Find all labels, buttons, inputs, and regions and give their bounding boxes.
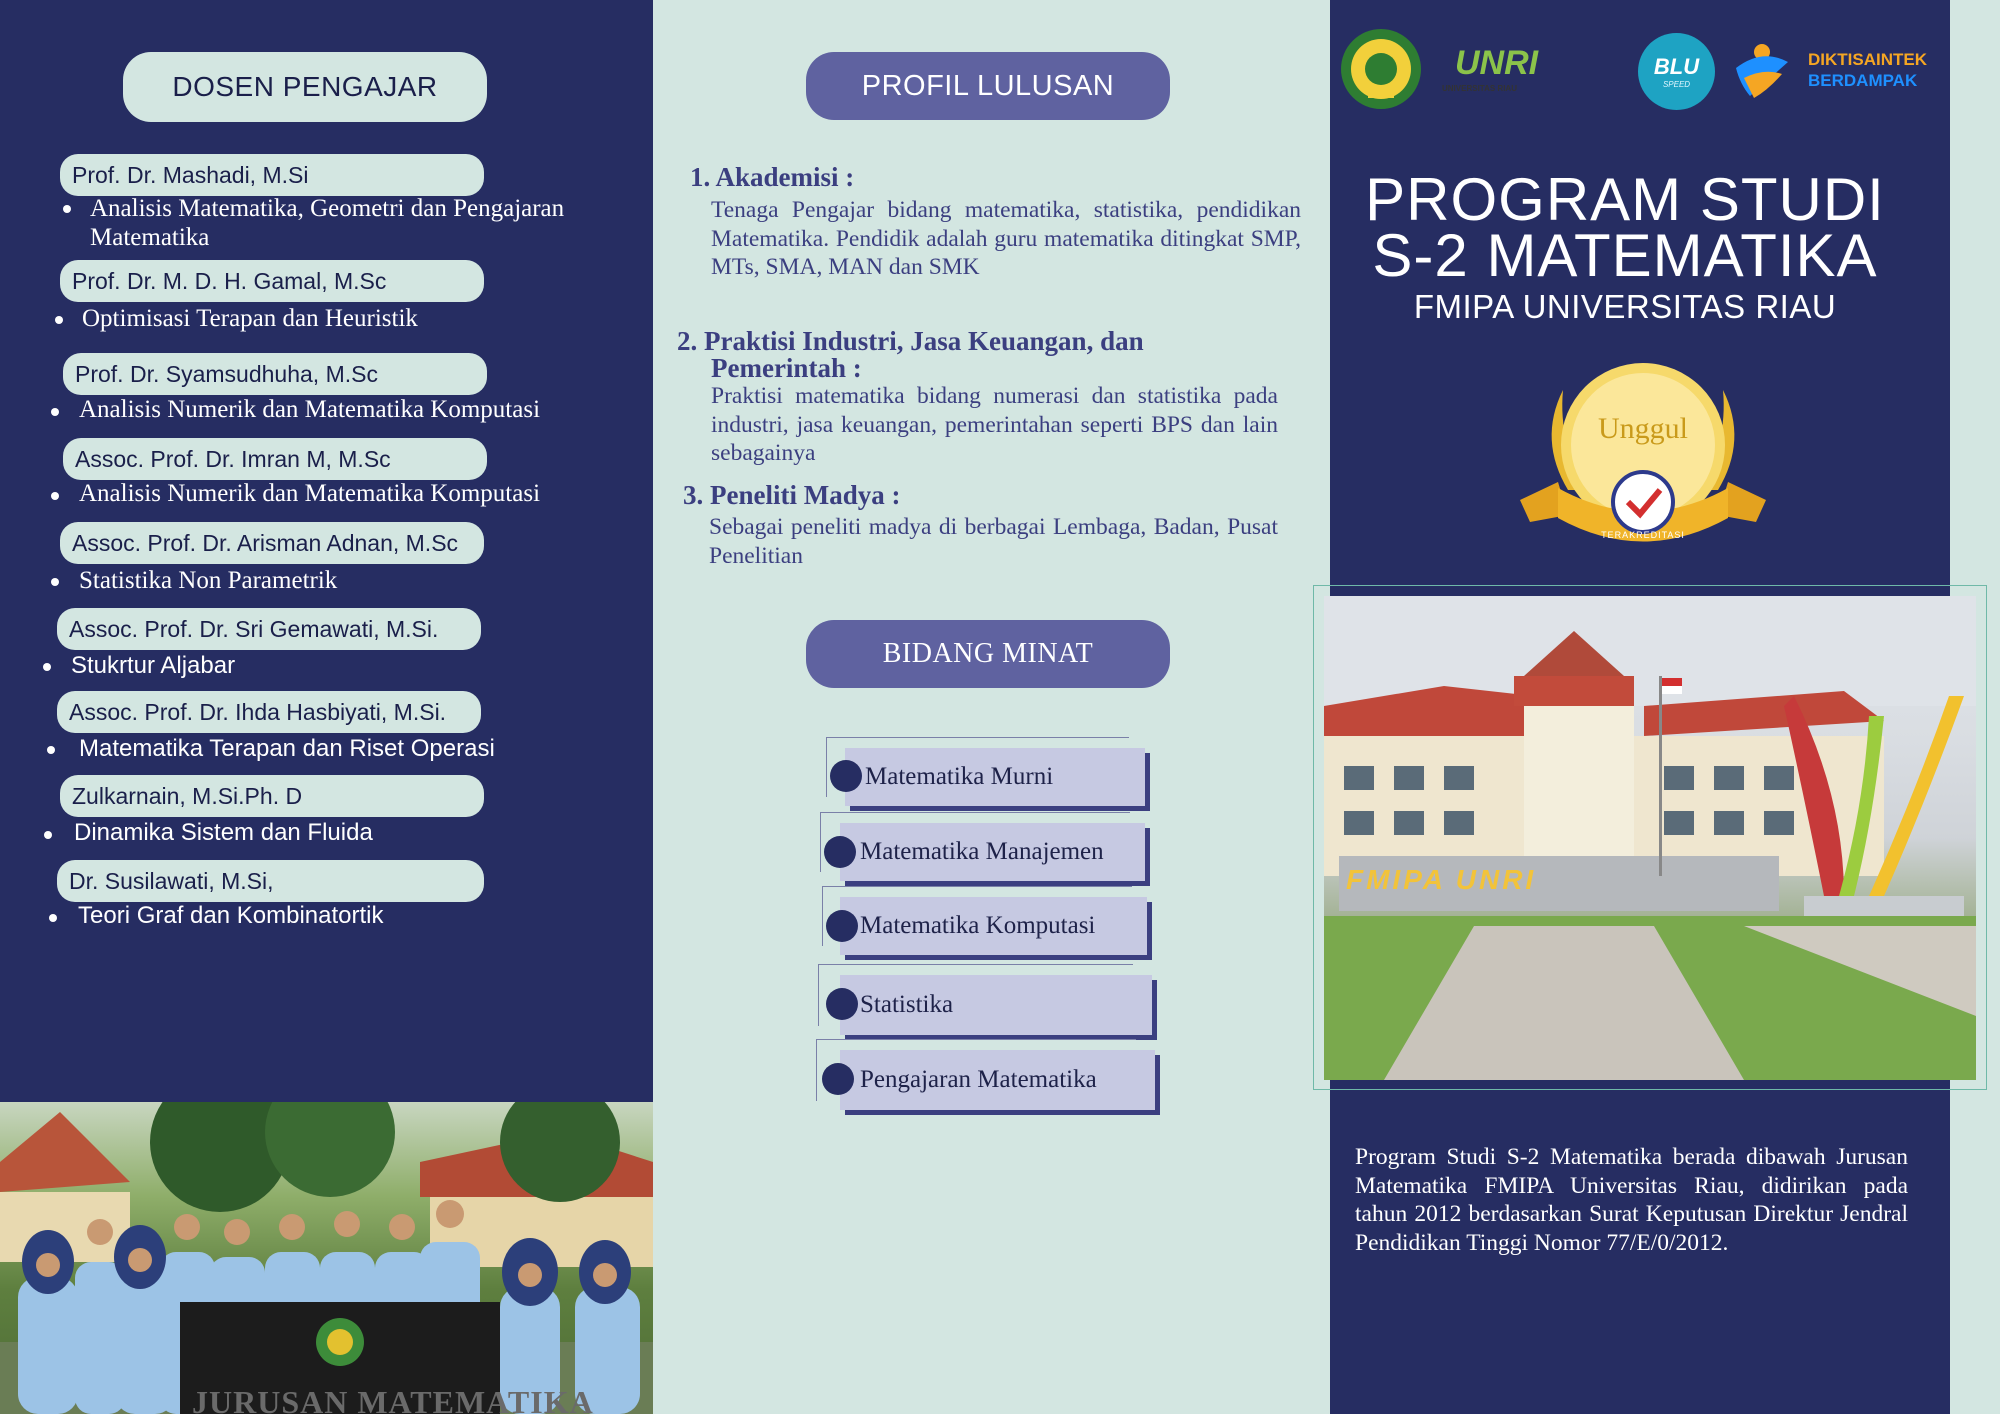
profil-heading: 1. Akademisi :: [690, 162, 855, 192]
bullet-icon: [49, 914, 57, 922]
fmipa-building-photo: [1324, 596, 1976, 1080]
bullet-icon: [51, 578, 59, 586]
minat-item: [840, 823, 1145, 881]
profil-text: Sebagai peneliti madya di berbagai Lembaga, Badan, Pusat Penelitian: [709, 514, 1278, 569]
minat-item: [840, 975, 1152, 1035]
lecturers-group-photo: [0, 1102, 653, 1414]
badge-text: Unggul: [1598, 412, 1688, 445]
profil-text: Tenaga Pengajar bidang matematika, statistika, pendidikan Matematika. Pendidik adalah guru matematika ditingkat SMP, MTs, SMA, MAN dan SMK: [711, 197, 1301, 280]
lecturer-name: Dr. Susilawati, M.Si,: [57, 860, 484, 902]
bullet-icon: [43, 663, 51, 671]
bullet-icon: [51, 408, 59, 416]
dosen-pengajar-header: DOSEN PENGAJAR: [123, 52, 487, 122]
diktisaintek-icon: [1730, 38, 1794, 102]
diktisaintek-text-2: BERDAMPAK: [1808, 71, 1918, 90]
unggul-accreditation-badge: [1518, 350, 1768, 560]
program-title: [1330, 166, 1920, 289]
lecturer-name: Assoc. Prof. Dr. Arisman Adnan, M.Sc: [60, 522, 484, 564]
minat-dot-icon: [830, 760, 862, 792]
minat-label: Statistika: [860, 991, 954, 1018]
minat-label: Matematika Komputasi: [860, 912, 1096, 939]
minat-item: [840, 1050, 1155, 1110]
title-line-1: PROGRAM STUDI: [1365, 166, 1885, 233]
lecturer-field: Statistika Non Parametrik: [79, 567, 338, 594]
minat-dot-icon: [824, 836, 856, 868]
lecturer-field: Stukrtur Aljabar: [71, 652, 236, 679]
lecturer-field: Teori Graf dan Kombinatortik: [78, 902, 384, 929]
lecturer-field: Dinamika Sistem dan Fluida: [74, 819, 373, 846]
profil-heading-cont: Pemerintah :: [711, 353, 862, 383]
sign-text: JURUSAN MATEMATIKA: [192, 1384, 594, 1414]
blu-logo: [1638, 33, 1715, 110]
bullet-icon: [55, 316, 63, 324]
minat-dot-icon: [822, 1063, 854, 1095]
minat-label: Matematika Manajemen: [860, 838, 1104, 865]
minat-label: Pengajaran Matematika: [860, 1066, 1097, 1093]
bullet-icon: [44, 831, 52, 839]
building-sign-text: FMIPA UNRI: [1346, 864, 1537, 895]
lecturer-field: Analisis Numerik dan Matematika Komputasi: [79, 396, 541, 423]
minat-label: Matematika Murni: [865, 763, 1054, 790]
diktisaintek-text-1: DIKTISAINTEK: [1808, 50, 1927, 69]
blu-logo-text: BLU: [1653, 54, 1700, 79]
lecturer-field: Analisis Matematika, Geometri dan Pengajaran Matematika: [90, 195, 565, 251]
program-subtitle: FMIPA UNIVERSITAS RIAU: [1413, 288, 1837, 325]
minat-dot-icon: [826, 910, 858, 942]
lecturer-name: Zulkarnain, M.Si.Ph. D: [60, 775, 484, 817]
profil-heading: 3. Peneliti Madya :: [683, 480, 901, 510]
unri-seal-logo: [1340, 28, 1422, 110]
bullet-icon: [51, 492, 59, 500]
lecturer-name: Prof. Dr. Syamsudhuha, M.Sc: [63, 353, 487, 395]
profil-text: Praktisi matematika bidang numerasi dan statistika pada industri, jasa keuangan, pemerintahan seperti BPS dan lain sebagainya: [711, 383, 1278, 466]
minat-item: [840, 897, 1147, 955]
unri-logo: UNRI: [1455, 44, 1539, 82]
lecturer-name: Assoc. Prof. Dr. Ihda Hasbiyati, M.Si.: [57, 691, 481, 733]
bullet-icon: [47, 746, 55, 754]
title-line-2: S-2 MATEMATIKA: [1372, 222, 1878, 289]
bidang-minat-header: BIDANG MINAT: [806, 620, 1170, 688]
lecturer-field: Matematika Terapan dan Riset Operasi: [79, 735, 495, 762]
blu-logo-sub: SPEED: [1662, 80, 1691, 89]
badge-ribbon-text: TERAKREDITASI: [1601, 530, 1685, 540]
lecturer-name: Assoc. Prof. Dr. Imran M, M.Sc: [63, 438, 487, 480]
bullet-icon: [63, 205, 71, 213]
profil-heading: 2. Praktisi Industri, Jasa Keuangan, dan: [677, 326, 1144, 356]
lecturer-field: Optimisasi Terapan dan Heuristik: [82, 305, 418, 332]
lecturer-name: Assoc. Prof. Dr. Sri Gemawati, M.Si.: [57, 608, 481, 650]
minat-item: [845, 748, 1145, 806]
profil-lulusan-header: PROFIL LULUSAN: [806, 52, 1170, 120]
minat-dot-icon: [826, 988, 858, 1020]
program-description: Program Studi S-2 Matematika berada dibawah Jurusan Matematika FMIPA Universitas Riau, didirikan pada tahun 2012 berdasarkan Surat Keputusan Direktur Jendral Pendidikan Tinggi Nomor 77/E/0/2012.: [1355, 1144, 1908, 1256]
lecturer-name: Prof. Dr. Mashadi, M.Si: [60, 154, 484, 196]
unri-logo-sub: UNIVERSITAS RIAU: [1442, 84, 1517, 93]
lecturer-field: Analisis Numerik dan Matematika Komputasi: [79, 480, 541, 507]
lecturer-name: Prof. Dr. M. D. H. Gamal, M.Sc: [60, 260, 484, 302]
